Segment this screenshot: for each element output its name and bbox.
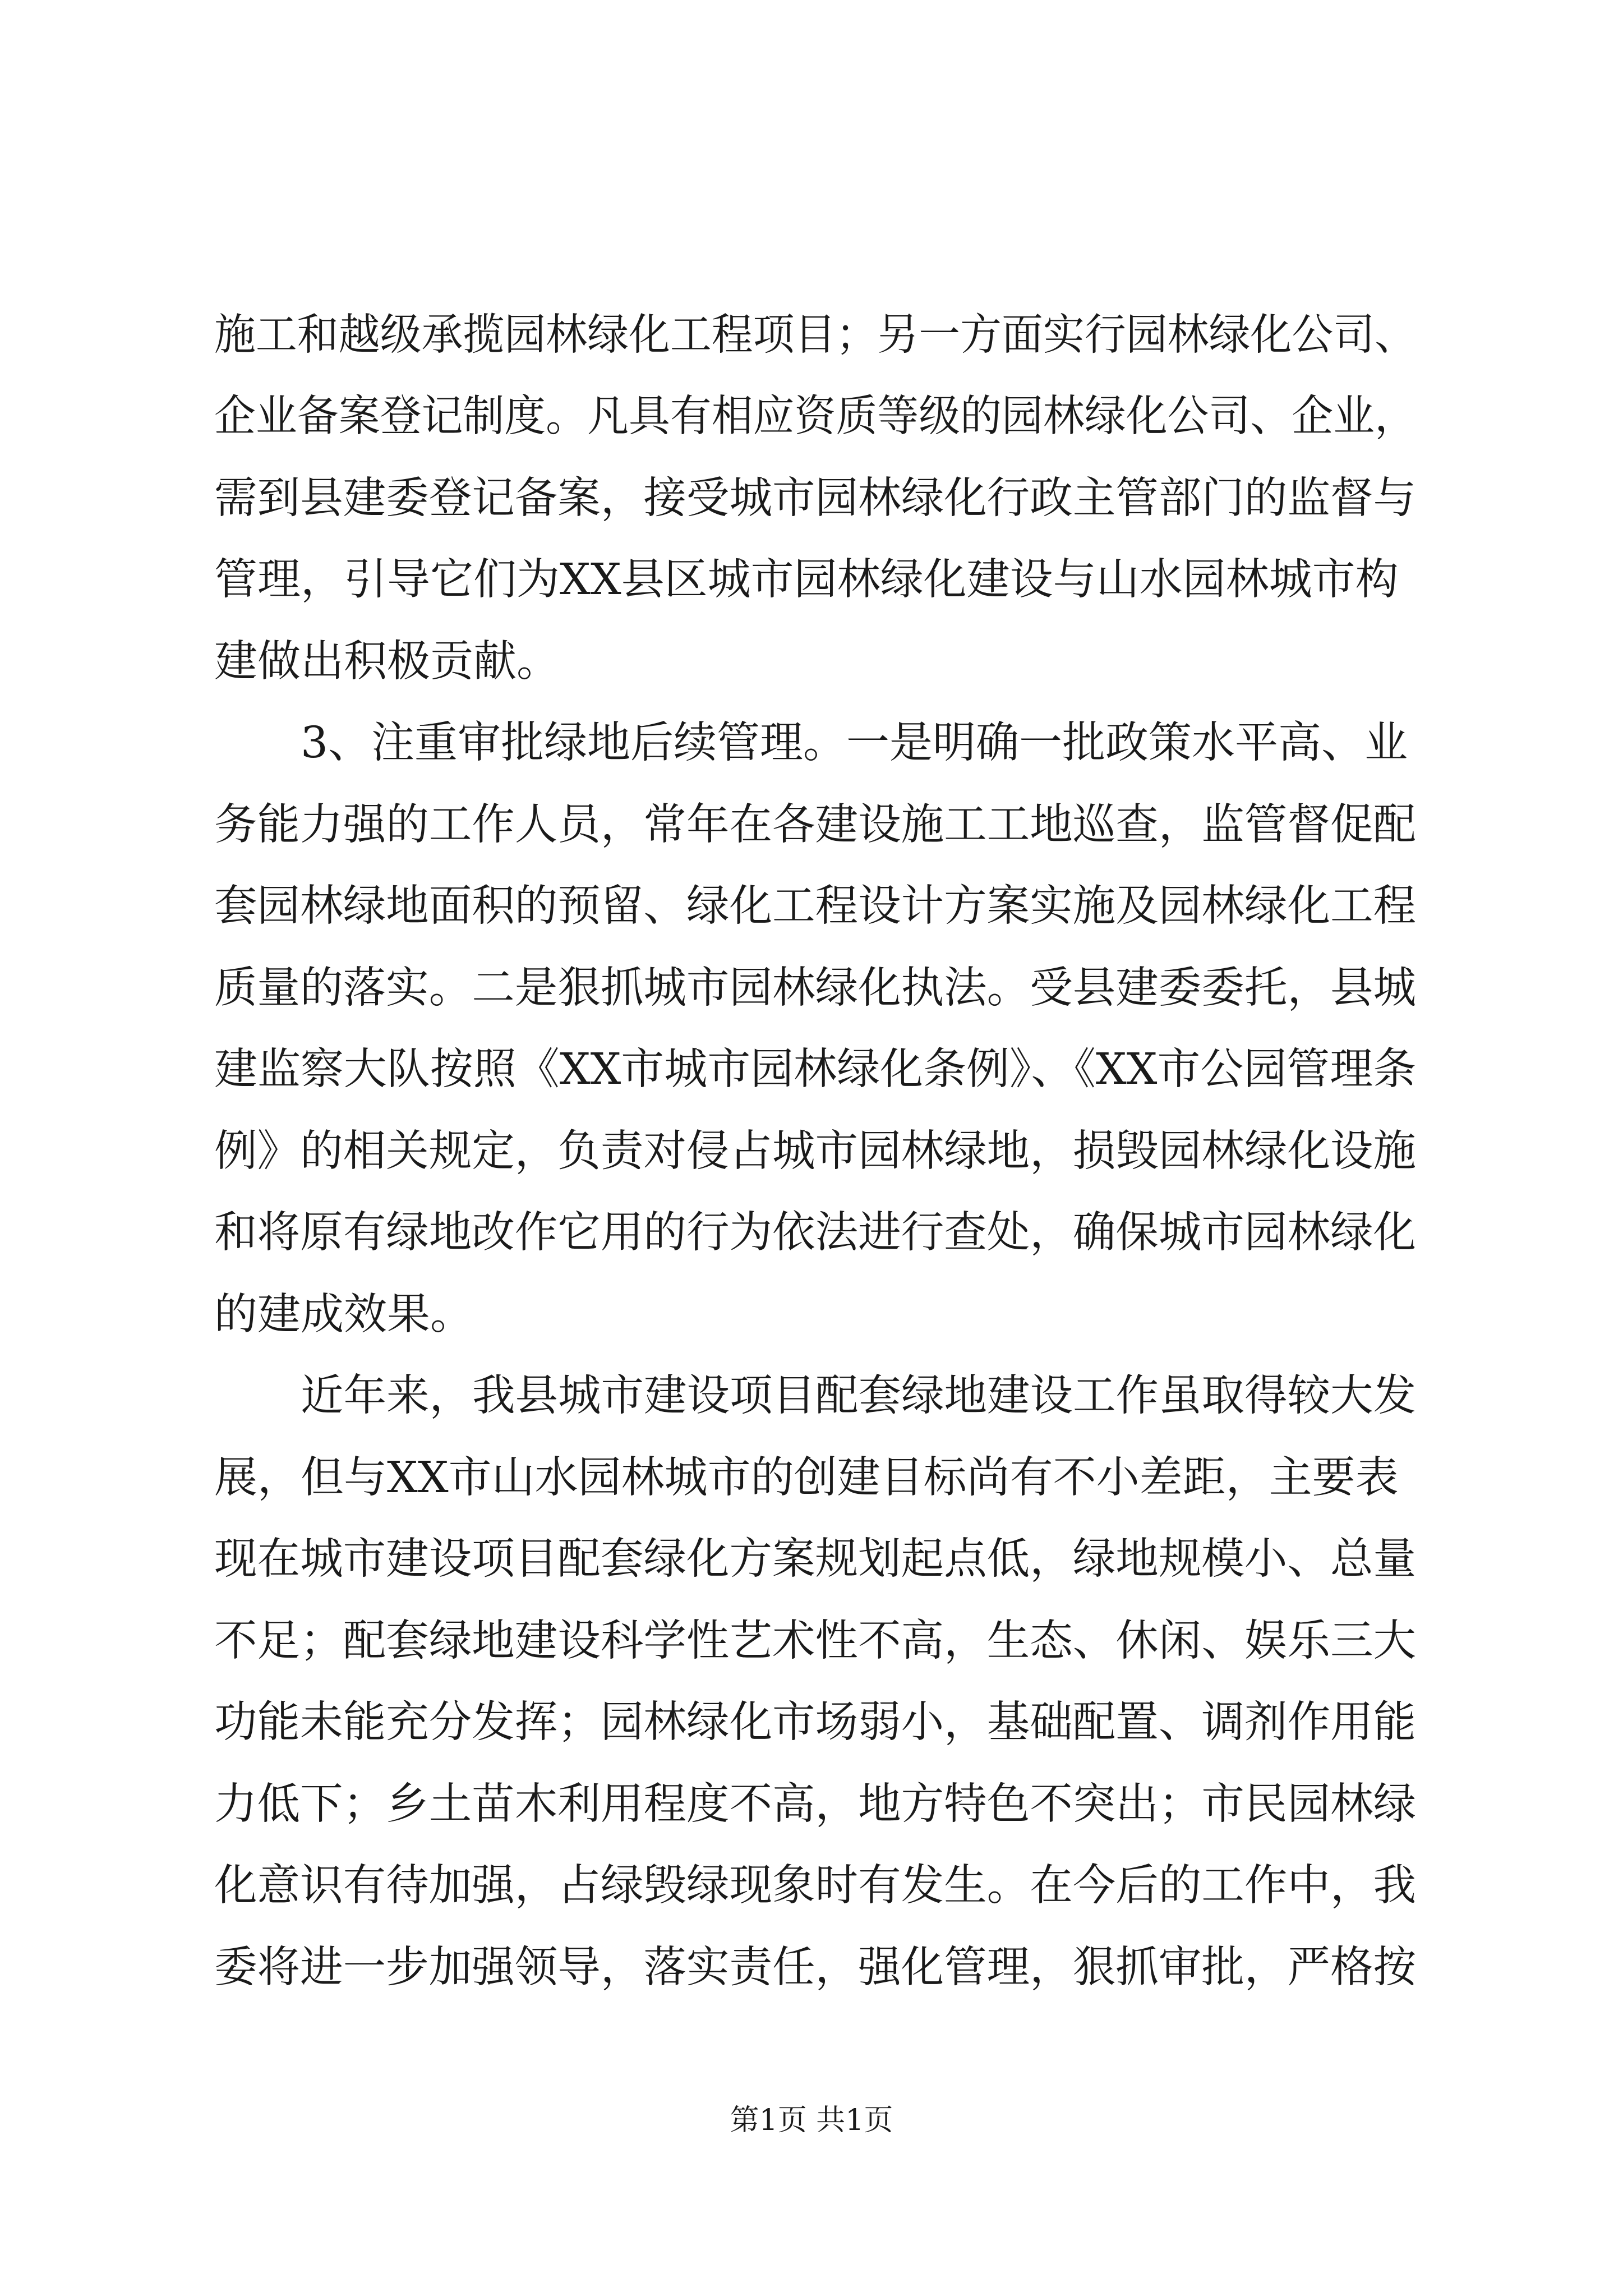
text-line: 务能力强的工作人员，常年在各建设施工工地巡查，监管督促配	[214, 800, 1417, 850]
text-line: 施工和越级承揽园林绿化工程项目；另一方面实行园林绿化公司、	[214, 310, 1417, 360]
text-line: 化意识有待加强，占绿毁绿现象时有发生。在今后的工作中，我	[214, 1861, 1417, 1911]
page-footer: 第1页 共1页	[730, 2104, 893, 2137]
text-line: 力低下；乡土苗木利用程度不高，地方特色不突出；市民园林绿	[214, 1779, 1417, 1829]
text-line: 委将进一步加强领导，落实责任，强化管理，狠抓审批，严格按	[214, 1943, 1417, 1993]
text-line: 套园林绿地面积的预留、绿化工程设计方案实施及园林绿化工程	[214, 881, 1417, 931]
text-line: 现在城市建设项目配套绿化方案规划起点低，绿地规模小、总量	[214, 1534, 1417, 1584]
text-line: 展，但与XX市山水园林城市的创建目标尚有不小差距，主要表	[214, 1453, 1399, 1503]
text-line: 和将原有绿地改作它用的行为依法进行查处，确保城市园林绿化	[214, 1208, 1417, 1258]
text-line: 不足；配套绿地建设科学性艺术性不高，生态、休闲、娱乐三大	[214, 1616, 1417, 1666]
text-line: 例》的相关规定，负责对侵占城市园林绿地，损毁园林绿化设施	[214, 1126, 1417, 1176]
text-line: 建监察大队按照《XX市城市园林绿化条例》、《XX市公园管理条	[214, 1045, 1417, 1094]
text-line: 质量的落实。二是狠抓城市园林绿化执法。受县建委委托，县城	[214, 963, 1417, 1013]
text-line: 需到县建委登记备案，接受城市园林绿化行政主管部门的监督与	[214, 473, 1417, 523]
text-line: 企业备案登记制度。凡具有相应资质等级的园林绿化公司、企业，	[214, 392, 1417, 441]
text-line: 的建成效果。	[214, 1290, 473, 1340]
text-line: 功能未能充分发挥；园林绿化市场弱小，基础配置、调剂作用能	[214, 1697, 1417, 1747]
text-line: 建做出积极贡献。	[214, 637, 560, 687]
text-line: 管理，引导它们为XX县区城市园林绿化建设与山水园林城市构	[214, 555, 1399, 605]
paragraph-first-line: 3、注重审批绿地后续管理。一是明确一批政策水平高、业	[301, 718, 1408, 768]
paragraph-first-line: 近年来，我县城市建设项目配套绿地建设工作虽取得较大发	[301, 1371, 1416, 1421]
